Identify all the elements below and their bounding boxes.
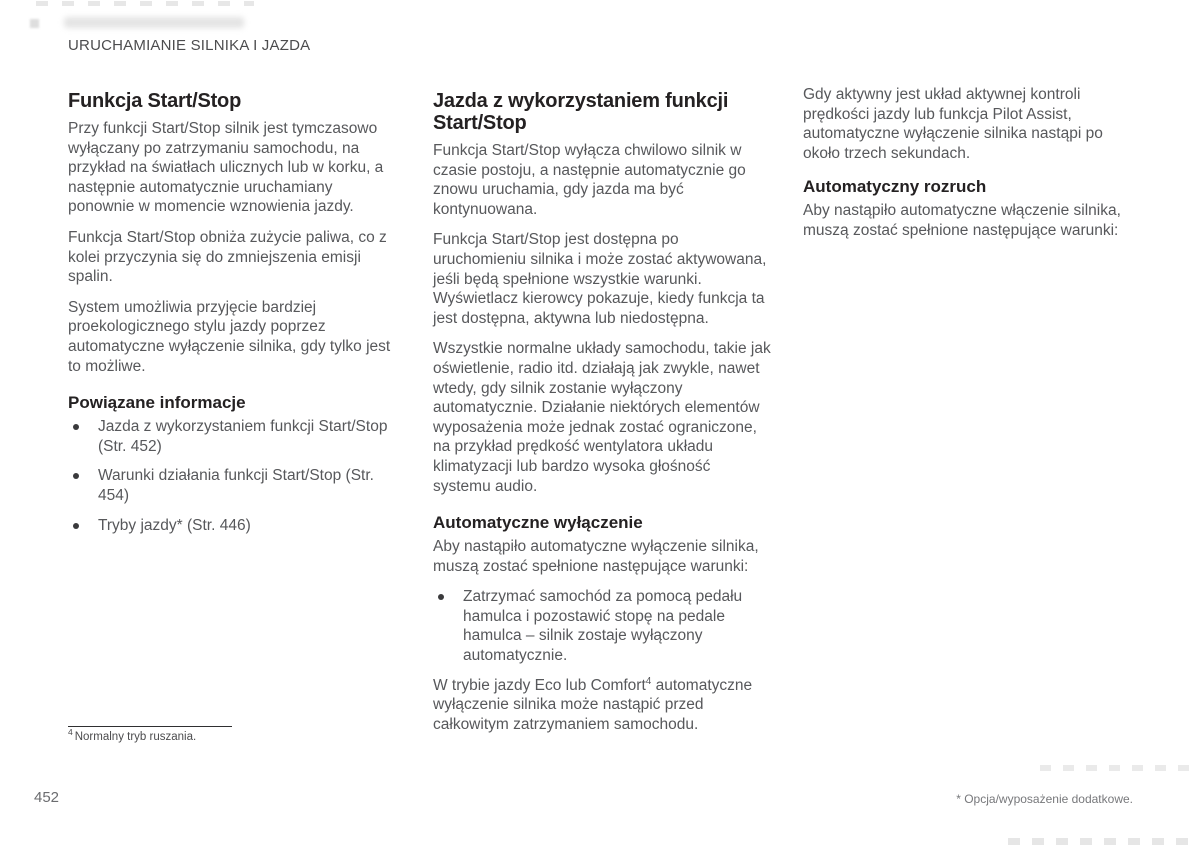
bleedthrough-artifact-smudge	[64, 17, 244, 28]
paragraph-text: W trybie jazdy Eco lub Comfort	[433, 676, 646, 694]
bullet-icon	[73, 473, 79, 479]
list-item	[68, 417, 402, 456]
auto-off-list	[433, 587, 771, 665]
paragraph: System umożliwia przyjęcie bardziej proekologicznego stylu jazdy poprzez automatyczne wyłączenie silnika, gdy tylko jest to możliwe.	[68, 298, 391, 375]
list-item-label: Zatrzymać samochód za pomocą pedału hamulca i pozostawić stopę na pedale hamulca – silnik zostaje wyłączony automatycznie.	[463, 588, 743, 665]
chapter-header: URUCHAMIANIE SILNIKA I JAZDA	[68, 37, 311, 54]
footnote-rule	[68, 726, 232, 727]
column-2	[433, 90, 771, 745]
bullet-icon	[73, 523, 79, 529]
paragraph: Gdy aktywny jest układ aktywnej kontroli prędkości jazdy lub funkcja Pilot Assist, automatyczne wyłączenie silnika nastąpi po około trzech sekundach.	[803, 86, 1103, 162]
related-info-list	[68, 417, 402, 535]
related-info-title: Powiązane informacje	[68, 393, 246, 413]
list-item-label: Warunki działania funkcji Start/Stop (Str. 454)	[98, 467, 374, 504]
list-item-label: Jazda z wykorzystaniem funkcji Start/Stop (Str. 452)	[98, 418, 388, 455]
footnote	[68, 727, 197, 743]
footnote-text: Normalny tryb ruszania.	[74, 731, 197, 743]
auto-start-title: Automatyczny rozruch	[803, 177, 987, 197]
bullet-icon	[438, 594, 444, 600]
auto-off-title: Automatyczne wyłączenie	[433, 513, 643, 533]
list-item	[433, 587, 771, 665]
section-title-funkcja-start-stop: Funkcja Start/Stop	[68, 90, 242, 112]
paragraph: Funkcja Start/Stop obniża zużycie paliwa, co z kolei przyczynia się do zmniejszenia emisji spalin.	[68, 228, 387, 286]
bleedthrough-artifact-bottom-right-2	[1008, 838, 1200, 845]
paragraph: Funkcja Start/Stop jest dostępna po uruchomieniu silnika i może zostać aktywowana, jeśli będą spełnione wszystkie warunki. Wyświetlacz kierowcy pokazuje, kiedy funkcja ta jest dostępna, aktywna lub niedostępna.	[433, 231, 767, 327]
list-item	[68, 466, 402, 505]
paragraph: Wszystkie normalne układy samochodu, takie jak oświetlenie, radio itd. działają jak zwykle, nawet wtedy, gdy silnik zostanie wyłączony automatycznie. Działanie niektórych elementów wyposażenia może jednak zostać ograniczone, na przykład prędkość wentylatora układu klimatyzacji lub bardzo wysoka głośność systemu audio.	[433, 340, 771, 495]
column-1	[68, 90, 402, 545]
bleedthrough-artifact-top	[36, 1, 254, 6]
list-item	[68, 516, 402, 536]
footnote-marker: 4	[68, 727, 73, 738]
bleedthrough-artifact-bottom-right-1	[1040, 765, 1198, 771]
bullet-icon	[73, 424, 79, 430]
option-footnote: * Opcja/wyposażenie dodatkowe.	[956, 792, 1133, 806]
paragraph: Aby nastąpiło automatyczne włączenie silnika, muszą zostać spełnione następujące warunki:	[803, 202, 1121, 239]
column-3	[803, 85, 1139, 252]
paragraph-with-footnote-ref	[433, 676, 771, 735]
paragraph: Aby nastąpiło automatyczne wyłączenie silnika, muszą zostać spełnione następujące warunki:	[433, 538, 759, 575]
paragraph-text: automatyczne wyłączenie silnika może nastąpić przed całkowitym zatrzymaniem samochodu.	[433, 676, 753, 733]
page-number: 452	[34, 789, 60, 806]
paragraph: Funkcja Start/Stop wyłącza chwilowo silnik w czasie postoju, a następnie automatycznie go znowu uruchamia, gdy jazda ma być kontynuowana.	[433, 142, 746, 218]
footnote-reference: 4	[645, 675, 652, 687]
list-item-label: Tryby jazdy* (Str. 446)	[98, 516, 251, 534]
bleedthrough-artifact-blob	[30, 19, 39, 28]
paragraph: Przy funkcji Start/Stop silnik jest tymczasowo wyłączany po zatrzymaniu samochodu, na przykład na światłach ulicznych lub w korku, a następnie automatycznie uruchamiany ponownie w momencie wznowienia jazdy.	[68, 120, 384, 216]
section-title-jazda-start-stop: Jazda z wykorzystaniem funkcji Start/Stop	[433, 90, 729, 134]
